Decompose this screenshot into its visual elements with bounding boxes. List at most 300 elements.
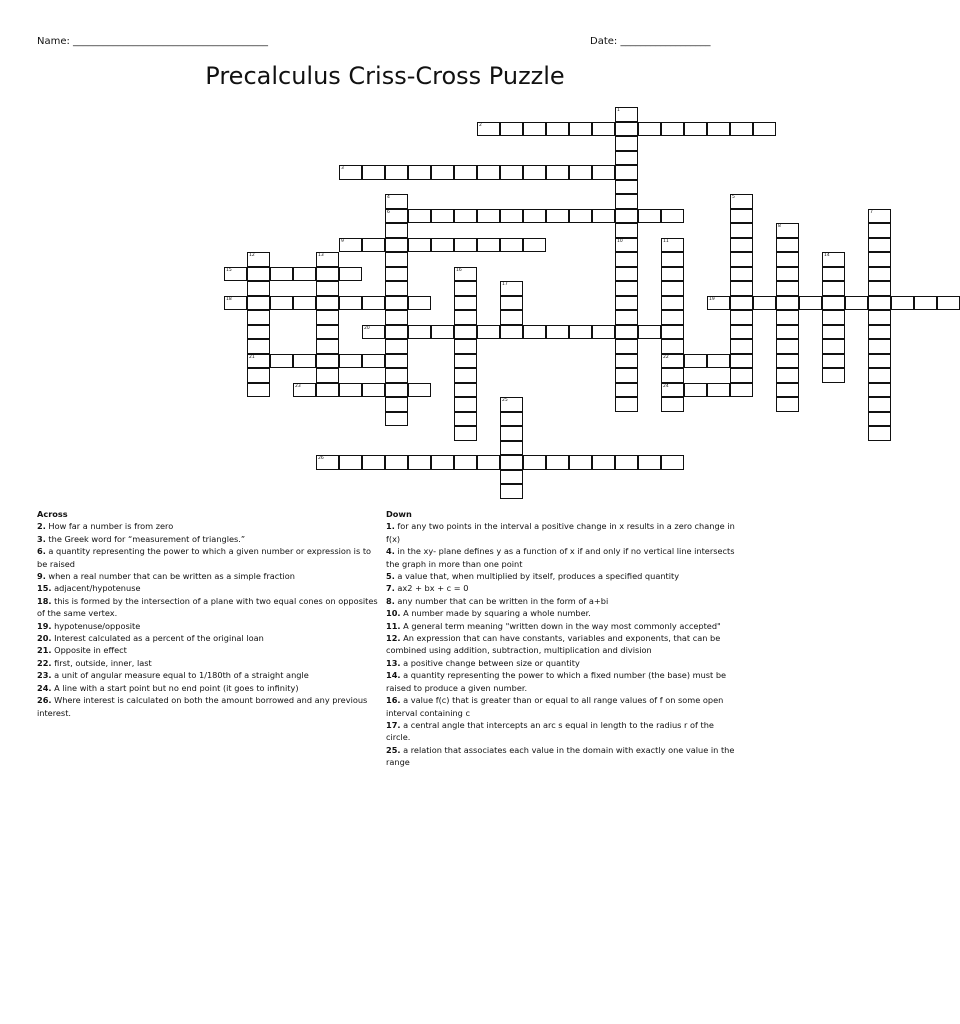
grid-cell[interactable] <box>822 325 845 340</box>
cell-number: 6 <box>387 209 390 215</box>
grid-cell[interactable] <box>247 354 270 369</box>
grid-cell[interactable] <box>316 368 339 383</box>
grid-cell[interactable] <box>408 383 431 398</box>
grid-cell[interactable] <box>385 339 408 354</box>
grid-cell[interactable] <box>316 296 339 311</box>
grid-cell[interactable] <box>822 339 845 354</box>
grid-cell[interactable] <box>431 209 454 224</box>
cell-number: 8 <box>778 224 781 229</box>
clue-text: the Greek word for “measurement of triangles.” <box>45 533 246 544</box>
grid-cell[interactable] <box>385 412 408 427</box>
grid-cell[interactable] <box>730 238 753 253</box>
grid-cell[interactable] <box>615 122 638 137</box>
grid-cell[interactable] <box>615 267 638 282</box>
grid-cell[interactable] <box>868 368 891 383</box>
grid-cell[interactable] <box>500 238 523 253</box>
grid-cell[interactable] <box>247 267 270 282</box>
grid-cell[interactable] <box>546 455 569 470</box>
cell-number: 24 <box>663 383 669 389</box>
grid-cell[interactable] <box>316 455 339 470</box>
grid-cell[interactable] <box>569 325 592 340</box>
grid-cell[interactable] <box>753 122 776 137</box>
grid-cell[interactable] <box>408 325 431 340</box>
down-clue <box>386 545 736 570</box>
grid-cell[interactable] <box>868 281 891 296</box>
grid-cell[interactable] <box>615 165 638 180</box>
grid-cell[interactable] <box>730 296 753 311</box>
clue-number: 17. <box>386 719 401 730</box>
grid-cell[interactable] <box>454 310 477 325</box>
grid-cell[interactable] <box>615 325 638 340</box>
grid-cell[interactable] <box>730 325 753 340</box>
grid-cell[interactable] <box>592 325 615 340</box>
grid-cell[interactable] <box>454 426 477 441</box>
grid-cell[interactable] <box>454 296 477 311</box>
grid-cell[interactable] <box>776 238 799 253</box>
cell-number: 4 <box>387 195 390 200</box>
grid-cell[interactable] <box>385 252 408 267</box>
grid-cell[interactable] <box>546 122 569 137</box>
grid-cell[interactable] <box>730 368 753 383</box>
across-clue <box>37 632 382 644</box>
grid-cell[interactable] <box>845 296 868 311</box>
grid-cell[interactable] <box>822 368 845 383</box>
grid-cell[interactable] <box>431 238 454 253</box>
grid-cell[interactable] <box>776 223 799 238</box>
grid-cell[interactable] <box>661 383 684 398</box>
grid-cell[interactable] <box>408 165 431 180</box>
grid-cell[interactable] <box>362 238 385 253</box>
cell-number: 16 <box>456 267 462 273</box>
grid-cell[interactable] <box>615 455 638 470</box>
clue-number: 19. <box>37 620 52 631</box>
grid-cell[interactable] <box>891 296 914 311</box>
grid-cell[interactable] <box>615 397 638 412</box>
grid-cell[interactable] <box>523 455 546 470</box>
cell-number: 18 <box>226 296 232 302</box>
clue-text: a value f(c) that is greater than or equal to all range values of f on some open interval containing c <box>386 695 724 718</box>
grid-cell[interactable] <box>638 325 661 340</box>
cell-number: 15 <box>226 267 232 273</box>
grid-cell[interactable] <box>316 252 339 267</box>
grid-cell[interactable] <box>500 122 523 137</box>
cell-number: 10 <box>617 238 623 244</box>
grid-cell[interactable] <box>684 383 707 398</box>
down-clue <box>386 520 736 545</box>
grid-cell[interactable] <box>546 325 569 340</box>
grid-cell[interactable] <box>661 267 684 282</box>
grid-cell[interactable] <box>431 325 454 340</box>
grid-cell[interactable] <box>477 122 500 137</box>
grid-cell[interactable] <box>822 310 845 325</box>
grid-cell[interactable] <box>500 165 523 180</box>
grid-cell[interactable] <box>638 122 661 137</box>
grid-cell[interactable] <box>523 209 546 224</box>
grid-cell[interactable] <box>730 223 753 238</box>
cell-number: 12 <box>249 253 255 258</box>
grid-cell[interactable] <box>431 165 454 180</box>
name-field[interactable]: Name: _______________________________________ <box>37 36 269 47</box>
across-heading: Across <box>37 509 68 519</box>
grid-cell[interactable] <box>615 281 638 296</box>
grid-cell[interactable] <box>454 368 477 383</box>
grid-cell[interactable] <box>362 455 385 470</box>
cell-number: 9 <box>341 238 344 244</box>
grid-cell[interactable] <box>868 252 891 267</box>
grid-cell[interactable] <box>247 310 270 325</box>
clue-number: 11. <box>386 620 401 631</box>
grid-cell[interactable] <box>339 165 362 180</box>
grid-cell[interactable] <box>730 339 753 354</box>
grid-cell[interactable] <box>615 194 638 209</box>
grid-cell[interactable] <box>776 339 799 354</box>
grid-cell[interactable] <box>385 223 408 238</box>
grid-cell[interactable] <box>776 383 799 398</box>
grid-cell[interactable] <box>385 368 408 383</box>
across-clue <box>37 682 382 694</box>
grid-cell[interactable] <box>937 296 960 311</box>
grid-cell[interactable] <box>316 267 339 282</box>
grid-cell[interactable] <box>707 354 730 369</box>
clue-number: 14. <box>386 670 401 681</box>
grid-cell[interactable] <box>661 209 684 224</box>
clue-number: 23. <box>37 670 52 681</box>
down-clue <box>386 669 736 694</box>
grid-cell[interactable] <box>247 281 270 296</box>
grid-cell[interactable] <box>661 296 684 311</box>
grid-cell[interactable] <box>822 354 845 369</box>
grid-cell[interactable] <box>569 165 592 180</box>
grid-cell[interactable] <box>776 296 799 311</box>
grid-cell[interactable] <box>293 296 316 311</box>
grid-cell[interactable] <box>661 339 684 354</box>
grid-cell[interactable] <box>500 455 523 470</box>
grid-cell[interactable] <box>247 339 270 354</box>
clue-number: 13. <box>386 657 401 668</box>
clue-number: 5. <box>386 571 395 582</box>
grid-cell[interactable] <box>454 383 477 398</box>
grid-cell[interactable] <box>454 281 477 296</box>
grid-cell[interactable] <box>477 238 500 253</box>
grid-cell[interactable] <box>339 354 362 369</box>
clue-number: 15. <box>37 583 52 594</box>
grid-cell[interactable] <box>776 397 799 412</box>
grid-cell[interactable] <box>362 325 385 340</box>
grid-cell[interactable] <box>776 267 799 282</box>
grid-cell[interactable] <box>454 412 477 427</box>
grid-cell[interactable] <box>868 426 891 441</box>
grid-cell[interactable] <box>316 281 339 296</box>
grid-cell[interactable] <box>247 296 270 311</box>
cell-number: 19 <box>709 296 715 302</box>
grid-cell[interactable] <box>500 397 523 412</box>
grid-cell[interactable] <box>615 368 638 383</box>
grid-cell[interactable] <box>661 281 684 296</box>
clue-text: this is formed by the intersection of a plane with two equal cones on opposites of the same vertex. <box>37 595 378 619</box>
clue-text: a quantity representing the power to which a given number or expression is to be raised <box>37 546 372 569</box>
grid-cell[interactable] <box>339 238 362 253</box>
grid-cell[interactable] <box>569 455 592 470</box>
grid-cell[interactable] <box>615 136 638 151</box>
grid-cell[interactable] <box>592 122 615 137</box>
grid-cell[interactable] <box>454 238 477 253</box>
grid-cell[interactable] <box>454 325 477 340</box>
grid-cell[interactable] <box>362 296 385 311</box>
grid-cell[interactable] <box>638 455 661 470</box>
grid-cell[interactable] <box>868 209 891 224</box>
grid-cell[interactable] <box>454 209 477 224</box>
grid-cell[interactable] <box>661 455 684 470</box>
grid-cell[interactable] <box>592 455 615 470</box>
grid-cell[interactable] <box>822 252 845 267</box>
grid-cell[interactable] <box>661 397 684 412</box>
grid-cell[interactable] <box>247 383 270 398</box>
grid-cell[interactable] <box>776 310 799 325</box>
grid-cell[interactable] <box>385 296 408 311</box>
grid-cell[interactable] <box>500 209 523 224</box>
grid-cell[interactable] <box>500 484 523 499</box>
grid-cell[interactable] <box>408 209 431 224</box>
clue-text: when a real number that can be written as a simple fraction <box>45 571 295 582</box>
grid-cell[interactable] <box>385 267 408 282</box>
grid-cell[interactable] <box>730 194 753 209</box>
grid-cell[interactable] <box>868 325 891 340</box>
grid-cell[interactable] <box>822 296 845 311</box>
grid-cell[interactable] <box>638 209 661 224</box>
grid-cell[interactable] <box>776 368 799 383</box>
grid-cell[interactable] <box>224 267 247 282</box>
grid-cell[interactable] <box>500 470 523 485</box>
grid-cell[interactable] <box>385 281 408 296</box>
grid-cell[interactable] <box>615 151 638 166</box>
grid-cell[interactable] <box>684 354 707 369</box>
grid-cell[interactable] <box>500 310 523 325</box>
grid-cell[interactable] <box>776 325 799 340</box>
grid-cell[interactable] <box>615 383 638 398</box>
grid-cell[interactable] <box>339 455 362 470</box>
grid-cell[interactable] <box>316 339 339 354</box>
cell-number: 11 <box>663 238 669 244</box>
grid-cell[interactable] <box>431 455 454 470</box>
grid-cell[interactable] <box>661 238 684 253</box>
grid-cell[interactable] <box>730 122 753 137</box>
grid-cell[interactable] <box>615 238 638 253</box>
grid-cell[interactable] <box>477 325 500 340</box>
grid-cell[interactable] <box>822 281 845 296</box>
grid-cell[interactable] <box>385 383 408 398</box>
grid-cell[interactable] <box>385 397 408 412</box>
cell-number: 1 <box>617 108 620 113</box>
cell-number: 17 <box>502 282 508 287</box>
grid-cell[interactable] <box>247 252 270 267</box>
grid-cell[interactable] <box>477 455 500 470</box>
grid-cell[interactable] <box>868 267 891 282</box>
grid-cell[interactable] <box>661 122 684 137</box>
grid-cell[interactable] <box>569 122 592 137</box>
grid-cell[interactable] <box>868 383 891 398</box>
grid-cell[interactable] <box>477 209 500 224</box>
grid-cell[interactable] <box>615 354 638 369</box>
clue-number: 7. <box>386 583 395 594</box>
grid-cell[interactable] <box>707 122 730 137</box>
grid-cell[interactable] <box>868 339 891 354</box>
grid-cell[interactable] <box>684 122 707 137</box>
down-heading: Down <box>386 509 412 519</box>
grid-cell[interactable] <box>868 296 891 311</box>
grid-cell[interactable] <box>592 165 615 180</box>
grid-cell[interactable] <box>293 354 316 369</box>
clue-text: A number made by squaring a whole number. <box>400 608 591 619</box>
grid-cell[interactable] <box>523 165 546 180</box>
grid-cell[interactable] <box>523 238 546 253</box>
grid-cell[interactable] <box>661 368 684 383</box>
grid-cell[interactable] <box>730 383 753 398</box>
cell-number: 20 <box>364 325 370 331</box>
grid-cell[interactable] <box>500 281 523 296</box>
grid-cell[interactable] <box>339 267 362 282</box>
down-clue <box>386 719 736 744</box>
grid-cell[interactable] <box>615 296 638 311</box>
grid-cell[interactable] <box>316 310 339 325</box>
grid-cell[interactable] <box>776 354 799 369</box>
grid-cell[interactable] <box>270 354 293 369</box>
grid-cell[interactable] <box>615 223 638 238</box>
grid-cell[interactable] <box>247 368 270 383</box>
grid-cell[interactable] <box>454 397 477 412</box>
grid-cell[interactable] <box>753 296 776 311</box>
grid-cell[interactable] <box>500 412 523 427</box>
clue-number: 21. <box>37 645 52 656</box>
grid-cell[interactable] <box>730 209 753 224</box>
grid-cell[interactable] <box>592 209 615 224</box>
grid-cell[interactable] <box>868 397 891 412</box>
grid-cell[interactable] <box>730 310 753 325</box>
grid-cell[interactable] <box>293 383 316 398</box>
grid-cell[interactable] <box>385 209 408 224</box>
grid-cell[interactable] <box>569 209 592 224</box>
grid-cell[interactable] <box>523 325 546 340</box>
grid-cell[interactable] <box>385 165 408 180</box>
grid-cell[interactable] <box>339 383 362 398</box>
across-clue <box>37 545 382 570</box>
grid-cell[interactable] <box>316 354 339 369</box>
grid-cell[interactable] <box>408 455 431 470</box>
grid-cell[interactable] <box>500 325 523 340</box>
grid-cell[interactable] <box>546 165 569 180</box>
grid-cell[interactable] <box>615 310 638 325</box>
clue-text: hypotenuse/opposite <box>51 620 141 631</box>
grid-cell[interactable] <box>822 267 845 282</box>
grid-cell[interactable] <box>339 296 362 311</box>
grid-cell[interactable] <box>546 209 569 224</box>
grid-cell[interactable] <box>385 310 408 325</box>
grid-cell[interactable] <box>293 267 316 282</box>
across-clue <box>37 595 382 620</box>
grid-cell[interactable] <box>247 325 270 340</box>
grid-cell[interactable] <box>408 296 431 311</box>
grid-cell[interactable] <box>868 310 891 325</box>
cell-number: 5 <box>732 195 735 200</box>
down-clues <box>386 508 736 769</box>
grid-cell[interactable] <box>615 107 638 122</box>
grid-cell[interactable] <box>454 165 477 180</box>
across-clue <box>37 657 382 669</box>
crossword-grid <box>0 0 873 520</box>
grid-cell[interactable] <box>362 354 385 369</box>
grid-cell[interactable] <box>408 238 431 253</box>
grid-cell[interactable] <box>385 238 408 253</box>
grid-cell[interactable] <box>799 296 822 311</box>
grid-cell[interactable] <box>661 354 684 369</box>
clue-number: 25. <box>386 744 401 755</box>
across-clue <box>37 620 382 632</box>
clue-text: ax2 + bx + c = 0 <box>394 583 469 594</box>
grid-cell[interactable] <box>661 310 684 325</box>
grid-cell[interactable] <box>914 296 937 311</box>
grid-cell[interactable] <box>362 165 385 180</box>
grid-cell[interactable] <box>270 296 293 311</box>
grid-cell[interactable] <box>615 339 638 354</box>
clue-number: 3. <box>37 533 46 544</box>
grid-cell[interactable] <box>316 383 339 398</box>
grid-cell[interactable] <box>454 455 477 470</box>
grid-cell[interactable] <box>454 267 477 282</box>
grid-cell[interactable] <box>661 252 684 267</box>
grid-cell[interactable] <box>454 354 477 369</box>
grid-cell[interactable] <box>615 180 638 195</box>
grid-cell[interactable] <box>661 325 684 340</box>
date-field[interactable]: Date: __________________ <box>590 36 711 47</box>
cell-number: 13 <box>318 253 324 258</box>
across-clue <box>37 570 382 582</box>
grid-cell[interactable] <box>500 441 523 456</box>
clue-text: a central angle that intercepts an arc s equal in length to the radius r of the circle. <box>386 719 714 743</box>
grid-cell[interactable] <box>454 339 477 354</box>
grid-cell[interactable] <box>730 354 753 369</box>
grid-cell[interactable] <box>615 209 638 224</box>
grid-cell[interactable] <box>868 238 891 253</box>
clue-text: in the xy- plane defines y as a function of x if and only if no vertical line intersects the graph in more than one point <box>386 546 735 569</box>
grid-cell[interactable] <box>730 281 753 296</box>
grid-cell[interactable] <box>730 267 753 282</box>
clue-text: A general term meaning "written down in the way most commonly accepted" <box>400 620 721 631</box>
grid-cell[interactable] <box>385 354 408 369</box>
grid-cell[interactable] <box>730 252 753 267</box>
grid-cell[interactable] <box>500 296 523 311</box>
grid-cell[interactable] <box>776 252 799 267</box>
grid-cell[interactable] <box>615 252 638 267</box>
grid-cell[interactable] <box>385 194 408 209</box>
grid-cell[interactable] <box>385 325 408 340</box>
grid-cell[interactable] <box>523 122 546 137</box>
grid-cell[interactable] <box>224 296 247 311</box>
grid-cell[interactable] <box>362 383 385 398</box>
grid-cell[interactable] <box>868 354 891 369</box>
across-clue <box>37 644 382 656</box>
grid-cell[interactable] <box>270 267 293 282</box>
grid-cell[interactable] <box>776 281 799 296</box>
grid-cell[interactable] <box>707 296 730 311</box>
grid-cell[interactable] <box>707 383 730 398</box>
grid-cell[interactable] <box>316 325 339 340</box>
grid-cell[interactable] <box>868 223 891 238</box>
grid-cell[interactable] <box>868 412 891 427</box>
grid-cell[interactable] <box>477 165 500 180</box>
clue-text: Opposite in effect <box>51 645 127 656</box>
grid-cell[interactable] <box>500 426 523 441</box>
grid-cell[interactable] <box>385 455 408 470</box>
across-clue <box>37 533 382 545</box>
